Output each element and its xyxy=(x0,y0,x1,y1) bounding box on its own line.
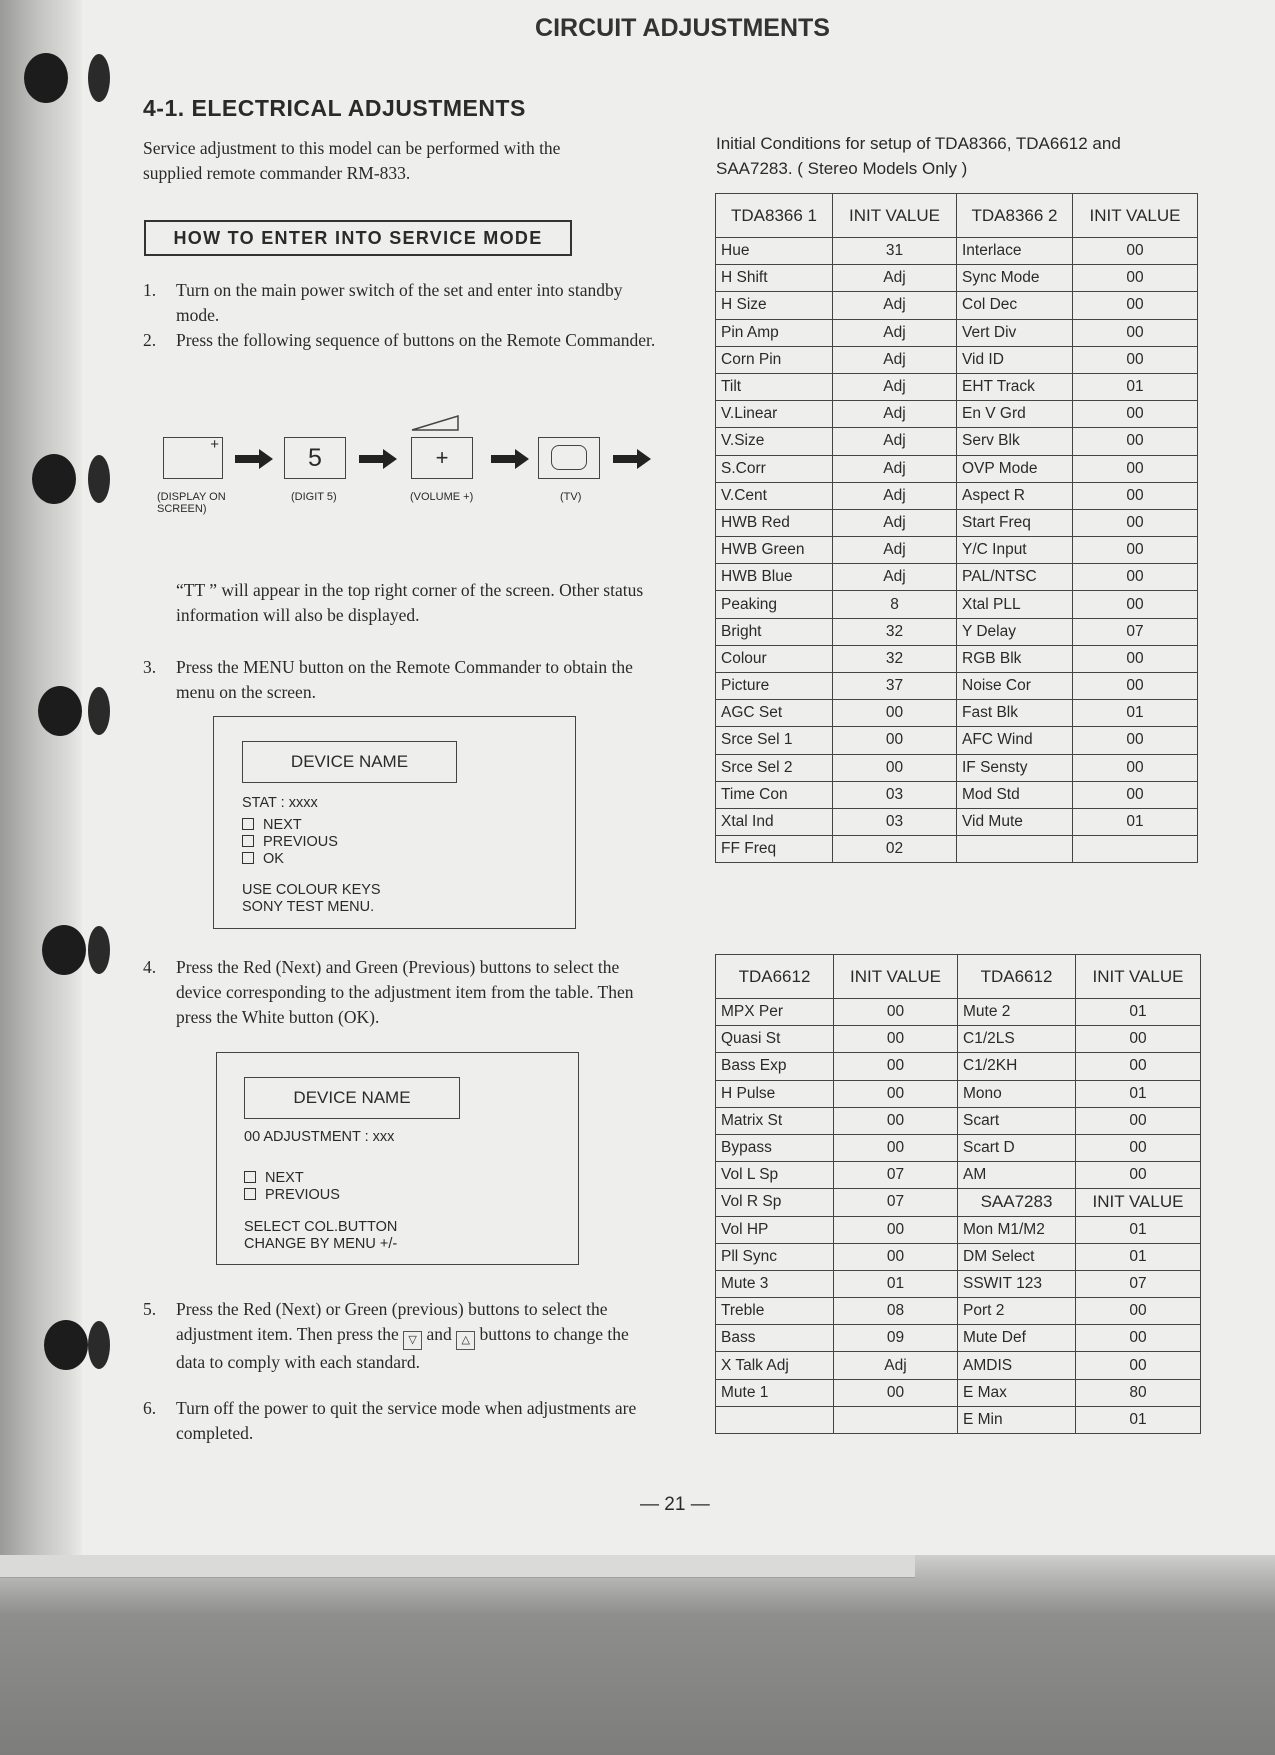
table-cell: 00 xyxy=(833,754,957,781)
table-cell: 03 xyxy=(833,808,957,835)
table-cell: Peaking xyxy=(716,591,833,618)
table-cell: 01 xyxy=(1076,1406,1201,1433)
table-cell: 00 xyxy=(1076,1325,1201,1352)
step-text: Turn off the power to quit the service mode when adjustments are completed. xyxy=(176,1398,637,1443)
display-key xyxy=(163,437,223,479)
step-text: Press the Red (Next) or Green (previous) buttons to select the adjustment item. Then press the ▽ and △ buttons to change the data to comply with each standard. xyxy=(176,1299,629,1372)
table-cell: Serv Blk xyxy=(957,428,1073,455)
binder-hole xyxy=(88,687,110,735)
step-1 xyxy=(143,278,653,328)
table-cell: HWB Green xyxy=(716,537,833,564)
table-cell: 00 xyxy=(1076,1298,1201,1325)
arrow-right-icon xyxy=(613,449,651,469)
service-menu-screen xyxy=(213,716,576,929)
tv-screen-icon xyxy=(551,445,587,470)
table-cell: 01 xyxy=(834,1270,958,1297)
column-header: INIT VALUE xyxy=(833,194,957,238)
column-header: TDA8366 2 xyxy=(957,194,1073,238)
table-cell: Col Dec xyxy=(957,292,1073,319)
adj-footer-1: SELECT COL.BUTTON xyxy=(244,1219,398,1235)
table-cell: E Max xyxy=(958,1379,1076,1406)
checkbox-icon xyxy=(242,852,254,864)
table-cell: 00 xyxy=(1073,727,1198,754)
table-cell: SSWIT 123 xyxy=(958,1270,1076,1297)
table-row xyxy=(716,238,1198,265)
step-number: 6. xyxy=(143,1398,157,1418)
table-cell: Adj xyxy=(833,455,957,482)
table-row xyxy=(716,1406,1201,1433)
table-cell: 00 xyxy=(1076,1053,1201,1080)
table-cell: Adj xyxy=(833,564,957,591)
table-cell: Adj xyxy=(834,1352,958,1379)
adj-footer-2: CHANGE BY MENU +/- xyxy=(244,1236,398,1252)
option-previous: PREVIOUS xyxy=(242,834,338,850)
table-cell: Xtal Ind xyxy=(716,808,833,835)
table-cell: PAL/NTSC xyxy=(957,564,1073,591)
table-cell: 00 xyxy=(1073,509,1198,536)
step-text: Turn on the main power switch of the set and enter into standby mode. xyxy=(176,280,623,325)
table-cell: Adj xyxy=(833,265,957,292)
table-cell: 07 xyxy=(1073,618,1198,645)
table-row xyxy=(716,1026,1201,1053)
table-cell: C1/2LS xyxy=(958,1026,1076,1053)
step-4 xyxy=(143,955,653,1030)
table-cell: 09 xyxy=(834,1325,958,1352)
table-row xyxy=(716,808,1198,835)
column-header: INIT VALUE xyxy=(1076,955,1201,999)
table-cell: 00 xyxy=(1073,537,1198,564)
table-cell: Pll Sync xyxy=(716,1243,834,1270)
device-name-box: DEVICE NAME xyxy=(242,741,457,783)
table-cell: FF Freq xyxy=(716,836,833,863)
table-cell: 00 xyxy=(1073,265,1198,292)
table-cell: Adj xyxy=(833,428,957,455)
table-cell: Adj xyxy=(833,292,957,319)
table-cell: 01 xyxy=(1073,700,1198,727)
table-cell: Fast Blk xyxy=(957,700,1073,727)
table-cell: 00 xyxy=(1073,455,1198,482)
table-cell: 00 xyxy=(1073,292,1198,319)
binder-hole xyxy=(24,53,68,103)
table-cell: INIT VALUE xyxy=(1076,1189,1201,1216)
step-number: 5. xyxy=(143,1299,157,1319)
column-header: INIT VALUE xyxy=(834,955,958,999)
table-cell: HWB Blue xyxy=(716,564,833,591)
step-number: 3. xyxy=(143,657,157,677)
scan-background xyxy=(0,1555,1275,1755)
table-cell: 00 xyxy=(1073,673,1198,700)
step-3 xyxy=(143,655,653,705)
table-cell: Pin Amp xyxy=(716,319,833,346)
table-cell: 00 xyxy=(1073,346,1198,373)
table-row xyxy=(716,1134,1201,1161)
table-cell xyxy=(1073,836,1198,863)
menu-footer-1: USE COLOUR KEYS xyxy=(242,882,381,898)
option-ok: OK xyxy=(242,851,284,867)
table-cell: Srce Sel 2 xyxy=(716,754,833,781)
table-cell: AMDIS xyxy=(958,1352,1076,1379)
table-cell: Mute 3 xyxy=(716,1270,834,1297)
step-number: 1. xyxy=(143,280,157,300)
table-cell: E Min xyxy=(958,1406,1076,1433)
table-cell: Picture xyxy=(716,673,833,700)
table-row xyxy=(716,1216,1201,1243)
table-cell: Mod Std xyxy=(957,781,1073,808)
table-cell: 31 xyxy=(833,238,957,265)
tda6612-saa7283-init-table xyxy=(715,954,1201,1434)
table-row xyxy=(716,428,1198,455)
table-cell: Vert Div xyxy=(957,319,1073,346)
table-row xyxy=(716,781,1198,808)
table-cell: 07 xyxy=(1076,1270,1201,1297)
table-cell: Hue xyxy=(716,238,833,265)
option-next: NEXT xyxy=(242,817,302,833)
table-cell: V.Size xyxy=(716,428,833,455)
table-row xyxy=(716,564,1198,591)
section-title: CIRCUIT ADJUSTMENTS xyxy=(535,14,830,42)
table-row xyxy=(716,292,1198,319)
table-header-row xyxy=(716,955,1201,999)
table-cell: Scart D xyxy=(958,1134,1076,1161)
table-cell: 32 xyxy=(833,645,957,672)
table-cell: V.Cent xyxy=(716,482,833,509)
table-cell: Aspect R xyxy=(957,482,1073,509)
arrow-right-icon xyxy=(359,449,397,469)
table-cell: 00 xyxy=(833,727,957,754)
volume-up-key: + xyxy=(411,437,473,479)
binder-hole xyxy=(44,1320,88,1370)
table-row xyxy=(716,836,1198,863)
table-row xyxy=(716,1107,1201,1134)
option-next: NEXT xyxy=(244,1170,304,1186)
table-cell: SAA7283 xyxy=(958,1189,1076,1216)
table-cell: Colour xyxy=(716,645,833,672)
table-cell: Mute Def xyxy=(958,1325,1076,1352)
column-header: TDA6612 xyxy=(958,955,1076,999)
table-cell: DM Select xyxy=(958,1243,1076,1270)
table-cell: 00 xyxy=(1073,319,1198,346)
table-cell: 02 xyxy=(833,836,957,863)
table-cell: Bass Exp xyxy=(716,1053,834,1080)
table-cell xyxy=(957,836,1073,863)
table-cell: 00 xyxy=(1073,754,1198,781)
table-cell: 01 xyxy=(1073,373,1198,400)
column-header: INIT VALUE xyxy=(1073,194,1198,238)
table-cell: EHT Track xyxy=(957,373,1073,400)
table-row xyxy=(716,1162,1201,1189)
table-cell: HWB Red xyxy=(716,509,833,536)
step-6 xyxy=(143,1396,653,1446)
table-cell: 80 xyxy=(1076,1379,1201,1406)
table-cell: X Talk Adj xyxy=(716,1352,834,1379)
table-cell: 00 xyxy=(834,1107,958,1134)
table-cell: OVP Mode xyxy=(957,455,1073,482)
step-text: Press the Red (Next) and Green (Previous) buttons to select the device corresponding to the adjustment item from the table. Then press the White button (OK). xyxy=(176,957,634,1027)
table-cell: Vid Mute xyxy=(957,808,1073,835)
table-cell: IF Sensty xyxy=(957,754,1073,781)
binder-hole xyxy=(38,686,82,736)
up-key-icon: △ xyxy=(456,1331,475,1350)
binder-hole xyxy=(88,926,110,974)
table-row xyxy=(716,1053,1201,1080)
table-cell: Scart xyxy=(958,1107,1076,1134)
table-cell: MPX Per xyxy=(716,999,834,1026)
table-cell xyxy=(716,1406,834,1433)
table-cell: 00 xyxy=(1076,1107,1201,1134)
table-cell: 00 xyxy=(834,1134,958,1161)
volume-ramp-icon xyxy=(410,414,460,432)
table-cell: 00 xyxy=(833,700,957,727)
down-key-icon: ▽ xyxy=(403,1331,422,1350)
tv-key-label: (TV) xyxy=(560,491,582,503)
checkbox-icon xyxy=(244,1188,256,1200)
table-cell: Time Con xyxy=(716,781,833,808)
subsection-title: 4-1. ELECTRICAL ADJUSTMENTS xyxy=(143,95,526,121)
digit-5-key: 5 xyxy=(284,437,346,479)
volume-key-label: (VOLUME +) xyxy=(410,491,474,503)
table-row xyxy=(716,999,1201,1026)
initial-conditions-note: Initial Conditions for setup of TDA8366, TDA6612 and SAA7283. ( Stereo Models Only ) xyxy=(716,134,1121,178)
table-cell: Start Freq xyxy=(957,509,1073,536)
tda8366-init-table xyxy=(715,193,1198,863)
table-cell: Adj xyxy=(833,319,957,346)
binder-hole xyxy=(88,54,110,102)
tt-note: “TT ” will appear in the top right corner of the screen. Other status information will also be displayed. xyxy=(176,580,644,625)
page-edge-tab xyxy=(0,1555,915,1578)
table-cell: Corn Pin xyxy=(716,346,833,373)
table-row xyxy=(716,1189,1201,1216)
table-cell: Vid ID xyxy=(957,346,1073,373)
table-row xyxy=(716,455,1198,482)
table-row xyxy=(716,1243,1201,1270)
table-cell: Tilt xyxy=(716,373,833,400)
table-cell: Bass xyxy=(716,1325,834,1352)
checkbox-icon xyxy=(242,835,254,847)
column-header: TDA6612 xyxy=(716,955,834,999)
table-cell: AFC Wind xyxy=(957,727,1073,754)
step-number: 2. xyxy=(143,330,157,350)
table-cell: En V Grd xyxy=(957,401,1073,428)
table-row xyxy=(716,1379,1201,1406)
table-cell: H Shift xyxy=(716,265,833,292)
table-cell: S.Corr xyxy=(716,455,833,482)
table-cell: AGC Set xyxy=(716,700,833,727)
table-cell: Y/C Input xyxy=(957,537,1073,564)
table-row xyxy=(716,618,1198,645)
howto-heading: HOW TO ENTER INTO SERVICE MODE xyxy=(144,220,572,256)
table-cell: 00 xyxy=(1073,781,1198,808)
table-cell: Sync Mode xyxy=(957,265,1073,292)
table-row xyxy=(716,1352,1201,1379)
table-cell: 32 xyxy=(833,618,957,645)
table-cell: H Size xyxy=(716,292,833,319)
table-row xyxy=(716,673,1198,700)
table-cell: Noise Cor xyxy=(957,673,1073,700)
step-2 xyxy=(143,328,656,378)
table-cell: Srce Sel 1 xyxy=(716,727,833,754)
table-row xyxy=(716,754,1198,781)
table-cell: 37 xyxy=(833,673,957,700)
table-cell: 01 xyxy=(1076,1216,1201,1243)
table-cell: C1/2KH xyxy=(958,1053,1076,1080)
display-key-symbol: + xyxy=(210,436,219,453)
table-cell: 00 xyxy=(1076,1026,1201,1053)
table-cell: Vol HP xyxy=(716,1216,834,1243)
table-cell: Mute 2 xyxy=(958,999,1076,1026)
digit-key-label: (DIGIT 5) xyxy=(291,491,337,503)
adjustment-screen xyxy=(216,1052,579,1265)
stat-line: STAT : xxxx xyxy=(242,795,318,811)
table-cell: V.Linear xyxy=(716,401,833,428)
table-row xyxy=(716,265,1198,292)
table-cell: 00 xyxy=(834,1216,958,1243)
table-row xyxy=(716,537,1198,564)
table-row xyxy=(716,401,1198,428)
table-row xyxy=(716,1325,1201,1352)
adjustment-line: 00 ADJUSTMENT : xxx xyxy=(244,1129,395,1145)
table-cell: 00 xyxy=(1073,591,1198,618)
table-cell: 00 xyxy=(1073,428,1198,455)
table-row xyxy=(716,1298,1201,1325)
table-cell: 00 xyxy=(1073,238,1198,265)
table-cell: 00 xyxy=(834,999,958,1026)
table-cell: 03 xyxy=(833,781,957,808)
table-cell: AM xyxy=(958,1162,1076,1189)
arrow-right-icon xyxy=(235,449,273,469)
table-cell: 8 xyxy=(833,591,957,618)
table-cell: Adj xyxy=(833,401,957,428)
binder-hole xyxy=(88,1321,110,1369)
table-cell: Bright xyxy=(716,618,833,645)
page-number: — 21 — xyxy=(640,1494,710,1515)
step-text: Press the MENU button on the Remote Commander to obtain the menu on the screen. xyxy=(176,657,633,702)
table-cell: Port 2 xyxy=(958,1298,1076,1325)
binder-hole xyxy=(32,454,76,504)
checkbox-icon xyxy=(244,1171,256,1183)
table-cell: Matrix St xyxy=(716,1107,834,1134)
table-cell: Vol R Sp xyxy=(716,1189,834,1216)
table-cell: Interlace xyxy=(957,238,1073,265)
table-row xyxy=(716,509,1198,536)
table-row xyxy=(716,482,1198,509)
table-cell: 00 xyxy=(1073,482,1198,509)
option-previous: PREVIOUS xyxy=(244,1187,340,1203)
table-cell: Adj xyxy=(833,509,957,536)
table-row xyxy=(716,700,1198,727)
binder-hole xyxy=(88,455,110,503)
step-5 xyxy=(143,1297,653,1377)
table-cell: 07 xyxy=(834,1162,958,1189)
device-name-box: DEVICE NAME xyxy=(244,1077,460,1119)
table-row xyxy=(716,319,1198,346)
table-cell: 00 xyxy=(834,1053,958,1080)
table-cell: 01 xyxy=(1073,808,1198,835)
table-cell: 00 xyxy=(1073,564,1198,591)
table-cell: 00 xyxy=(1076,1134,1201,1161)
table-cell: Mute 1 xyxy=(716,1379,834,1406)
table-cell: 00 xyxy=(1076,1162,1201,1189)
table-row xyxy=(716,645,1198,672)
table-cell: Treble xyxy=(716,1298,834,1325)
intro-paragraph: Service adjustment to this model can be performed with the supplied remote commander RM-833. xyxy=(143,138,561,183)
table-row xyxy=(716,346,1198,373)
binder-hole xyxy=(42,925,86,975)
table-cell: H Pulse xyxy=(716,1080,834,1107)
table-cell: 08 xyxy=(834,1298,958,1325)
table-cell: 01 xyxy=(1076,999,1201,1026)
table-cell: Adj xyxy=(833,373,957,400)
tv-key xyxy=(538,437,600,479)
step-text: Press the following sequence of buttons on the Remote Commander. xyxy=(176,330,656,350)
table-cell: 00 xyxy=(834,1379,958,1406)
table-cell: Bypass xyxy=(716,1134,834,1161)
table-row xyxy=(716,591,1198,618)
table-cell: Adj xyxy=(833,346,957,373)
table-cell: 00 xyxy=(834,1243,958,1270)
table-row xyxy=(716,727,1198,754)
table-cell: 00 xyxy=(1076,1352,1201,1379)
arrow-right-icon xyxy=(491,449,529,469)
checkbox-icon xyxy=(242,818,254,830)
table-row xyxy=(716,1270,1201,1297)
table-cell: Y Delay xyxy=(957,618,1073,645)
table-cell: Vol L Sp xyxy=(716,1162,834,1189)
table-cell: 00 xyxy=(1073,645,1198,672)
display-key-label: (DISPLAY ON SCREEN) xyxy=(157,491,226,515)
table-cell: Quasi St xyxy=(716,1026,834,1053)
column-header: TDA8366 1 xyxy=(716,194,833,238)
table-header-row xyxy=(716,194,1198,238)
table-row xyxy=(716,1080,1201,1107)
table-cell: 00 xyxy=(1073,401,1198,428)
table-row xyxy=(716,373,1198,400)
table-cell: Mono xyxy=(958,1080,1076,1107)
step-number: 4. xyxy=(143,957,157,977)
table-cell: 01 xyxy=(1076,1080,1201,1107)
table-cell: 00 xyxy=(834,1080,958,1107)
table-cell: 01 xyxy=(1076,1243,1201,1270)
table-cell: 07 xyxy=(834,1189,958,1216)
table-cell: Adj xyxy=(833,482,957,509)
table-cell xyxy=(834,1406,958,1433)
menu-footer-2: SONY TEST MENU. xyxy=(242,899,375,915)
table-cell: Adj xyxy=(833,537,957,564)
table-cell: 00 xyxy=(834,1026,958,1053)
table-cell: Mon M1/M2 xyxy=(958,1216,1076,1243)
table-cell: Xtal PLL xyxy=(957,591,1073,618)
table-cell: RGB Blk xyxy=(957,645,1073,672)
